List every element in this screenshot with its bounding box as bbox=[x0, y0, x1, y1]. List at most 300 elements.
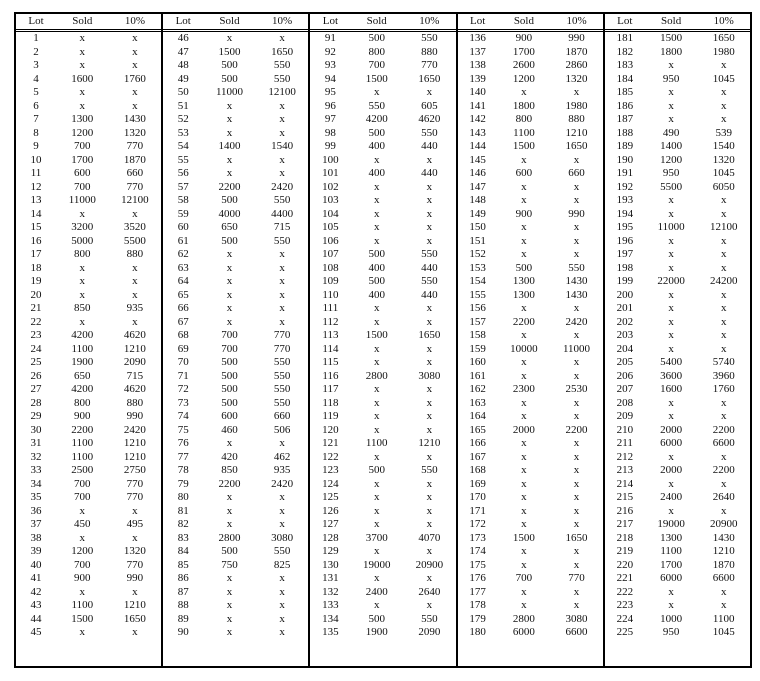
table-row bbox=[605, 140, 750, 154]
cell-sold: 1200 bbox=[512, 72, 535, 85]
cell-pct: 2200 bbox=[712, 464, 735, 477]
cell-lot: 154 bbox=[469, 275, 486, 288]
cell-lot: 211 bbox=[616, 437, 633, 450]
cell-sold: x bbox=[521, 153, 527, 166]
cell-pct: x bbox=[132, 99, 138, 112]
table-row bbox=[605, 289, 750, 303]
table-row bbox=[163, 181, 308, 195]
cell-pct: 6600 bbox=[565, 626, 588, 639]
cell-sold: 400 bbox=[368, 261, 385, 274]
table-row bbox=[163, 248, 308, 262]
cell-lot: 15 bbox=[30, 221, 42, 234]
cell-lot: 41 bbox=[30, 572, 42, 585]
cell-lot: 127 bbox=[322, 518, 339, 531]
cell-lot: 172 bbox=[469, 518, 486, 531]
cell-sold: 500 bbox=[221, 356, 238, 369]
cell-sold: x bbox=[668, 194, 674, 207]
cell-sold: 11000 bbox=[657, 221, 685, 234]
table-row bbox=[163, 586, 308, 600]
cell-lot: 45 bbox=[30, 626, 42, 639]
cell-lot: 129 bbox=[322, 545, 339, 558]
table-row bbox=[458, 140, 603, 154]
cell-lot: 11 bbox=[30, 167, 42, 180]
table-row bbox=[605, 545, 750, 559]
table-row bbox=[310, 383, 455, 397]
table-row bbox=[458, 410, 603, 424]
cell-sold: 19000 bbox=[362, 558, 391, 571]
cell-pct: x bbox=[720, 248, 727, 261]
cell-sold: 1500 bbox=[218, 45, 241, 58]
cell-lot: 208 bbox=[616, 396, 634, 409]
cell-pct: 1870 bbox=[712, 558, 735, 571]
table-row bbox=[605, 397, 750, 411]
cell-pct: x bbox=[132, 86, 138, 99]
cell-pct: 4070 bbox=[418, 531, 441, 544]
cell-lot: 148 bbox=[469, 194, 486, 207]
cell-sold: 400 bbox=[368, 167, 385, 180]
table-row bbox=[310, 59, 455, 73]
table-row bbox=[310, 46, 455, 60]
table-row bbox=[310, 262, 455, 276]
cell-lot: 153 bbox=[469, 261, 486, 274]
table-row bbox=[16, 316, 161, 330]
cell-sold: x bbox=[373, 207, 380, 220]
table-row bbox=[605, 599, 750, 613]
table-row bbox=[605, 532, 750, 546]
cell-pct: x bbox=[720, 450, 727, 463]
table-row bbox=[458, 235, 603, 249]
cell-lot: 140 bbox=[469, 86, 486, 99]
cell-lot: 123 bbox=[322, 464, 339, 477]
table-row bbox=[310, 127, 455, 141]
cell-pct: 1650 bbox=[123, 612, 146, 625]
cell-pct: 1430 bbox=[565, 288, 588, 301]
cell-sold: x bbox=[79, 45, 86, 58]
cell-lot: 69 bbox=[177, 342, 189, 355]
cell-pct: 2640 bbox=[712, 491, 735, 504]
cell-pct: 2640 bbox=[418, 585, 441, 598]
table-row bbox=[16, 424, 161, 438]
table-row bbox=[605, 370, 750, 384]
table-row bbox=[458, 491, 603, 505]
cell-pct: 1320 bbox=[712, 153, 735, 166]
cell-lot: 175 bbox=[469, 558, 486, 571]
table-row bbox=[605, 248, 750, 262]
cell-lot: 65 bbox=[177, 288, 189, 301]
cell-sold: 4200 bbox=[71, 383, 94, 396]
table-row bbox=[458, 208, 603, 222]
cell-lot: 171 bbox=[469, 504, 486, 517]
cell-lot: 48 bbox=[177, 59, 189, 72]
cell-lot: 201 bbox=[616, 302, 634, 315]
cell-pct: 12100 bbox=[121, 194, 149, 207]
cell-sold: x bbox=[668, 288, 674, 301]
cell-sold: x bbox=[79, 99, 86, 112]
cell-sold: x bbox=[79, 531, 86, 544]
cell-lot: 185 bbox=[616, 86, 634, 99]
cell-pct: x bbox=[279, 504, 285, 517]
cell-sold: 3600 bbox=[660, 369, 683, 382]
table-row bbox=[16, 572, 161, 586]
cell-pct: x bbox=[573, 558, 580, 571]
cell-lot: 145 bbox=[469, 153, 486, 166]
table-row bbox=[16, 275, 161, 289]
cell-pct: x bbox=[720, 315, 727, 328]
cell-pct: x bbox=[279, 585, 285, 598]
table-row bbox=[605, 518, 750, 532]
cell-pct: 550 bbox=[273, 72, 291, 85]
cell-lot: 75 bbox=[177, 423, 189, 436]
table-row bbox=[163, 356, 308, 370]
table-row bbox=[163, 194, 308, 208]
cell-pct: 550 bbox=[421, 275, 438, 288]
cell-pct: 770 bbox=[126, 558, 144, 571]
table-row bbox=[458, 613, 603, 627]
cell-sold: 650 bbox=[74, 369, 91, 382]
cell-pct: 770 bbox=[568, 572, 585, 585]
cell-lot: 122 bbox=[322, 450, 339, 463]
table-row bbox=[458, 505, 603, 519]
cell-sold: 400 bbox=[368, 140, 385, 153]
cell-sold: x bbox=[668, 342, 674, 355]
table-row bbox=[605, 235, 750, 249]
cell-pct: x bbox=[426, 180, 433, 193]
table-row bbox=[458, 100, 603, 114]
cell-sold: x bbox=[79, 626, 86, 639]
cell-sold: x bbox=[373, 383, 380, 396]
cell-sold: 450 bbox=[74, 518, 91, 531]
table-row bbox=[310, 518, 455, 532]
cell-sold: 420 bbox=[221, 450, 238, 463]
cell-sold: 1200 bbox=[71, 126, 94, 139]
table-row bbox=[163, 437, 308, 451]
cell-pct: x bbox=[720, 207, 727, 220]
cell-lot: 213 bbox=[616, 464, 634, 477]
cell-sold: x bbox=[668, 450, 674, 463]
cell-sold: 2200 bbox=[218, 477, 241, 490]
cell-pct: 20900 bbox=[709, 518, 738, 531]
cell-lot: 33 bbox=[30, 464, 42, 477]
table-row bbox=[16, 545, 161, 559]
cell-pct: 880 bbox=[126, 248, 144, 261]
cell-pct: x bbox=[573, 329, 580, 342]
cell-lot: 223 bbox=[616, 599, 634, 612]
table-row bbox=[310, 370, 455, 384]
cell-pct: 1650 bbox=[418, 72, 441, 85]
cell-lot: 182 bbox=[616, 45, 634, 58]
table-row bbox=[605, 613, 750, 627]
cell-lot: 178 bbox=[469, 599, 486, 612]
cell-sold: 4000 bbox=[218, 207, 241, 220]
header-sold: Sold bbox=[366, 15, 387, 27]
cell-pct: x bbox=[132, 626, 138, 639]
cell-pct: x bbox=[573, 410, 580, 423]
cell-sold: x bbox=[226, 315, 233, 328]
table-row bbox=[163, 208, 308, 222]
cell-lot: 202 bbox=[616, 315, 634, 328]
cell-pct: 990 bbox=[126, 572, 144, 585]
table-block bbox=[16, 14, 163, 666]
table-row bbox=[310, 626, 455, 640]
cell-sold: 850 bbox=[221, 464, 238, 477]
cell-sold: x bbox=[668, 113, 674, 126]
cell-lot: 137 bbox=[469, 45, 486, 58]
table-row bbox=[458, 59, 603, 73]
cell-lot: 66 bbox=[177, 302, 189, 315]
cell-pct: x bbox=[132, 288, 138, 301]
cell-pct: x bbox=[573, 194, 580, 207]
table-row bbox=[163, 154, 308, 168]
cell-lot: 16 bbox=[30, 234, 42, 247]
cell-lot: 224 bbox=[616, 612, 634, 625]
cell-pct: 1210 bbox=[712, 545, 735, 558]
cell-pct: 462 bbox=[273, 450, 291, 463]
cell-pct: 1760 bbox=[123, 72, 146, 85]
cell-pct: x bbox=[720, 113, 727, 126]
cell-pct: 1870 bbox=[565, 45, 588, 58]
cell-sold: 5500 bbox=[660, 180, 683, 193]
cell-pct: 12100 bbox=[709, 221, 738, 234]
cell-pct: 660 bbox=[126, 167, 144, 180]
cell-lot: 158 bbox=[469, 329, 486, 342]
cell-pct: x bbox=[720, 288, 727, 301]
cell-pct: 935 bbox=[126, 302, 144, 315]
cell-sold: x bbox=[373, 491, 380, 504]
cell-pct: 1650 bbox=[271, 45, 294, 58]
cell-lot: 222 bbox=[616, 585, 634, 598]
table-row bbox=[163, 262, 308, 276]
cell-pct: 770 bbox=[126, 477, 144, 490]
table-row bbox=[16, 32, 161, 46]
cell-pct: 550 bbox=[421, 612, 438, 625]
cell-pct: 715 bbox=[273, 221, 291, 234]
cell-pct: x bbox=[426, 315, 433, 328]
cell-pct: x bbox=[132, 315, 138, 328]
cell-pct: x bbox=[720, 261, 727, 274]
table-row bbox=[605, 208, 750, 222]
cell-lot: 196 bbox=[616, 234, 634, 247]
cell-pct: 1540 bbox=[712, 140, 735, 153]
table-row bbox=[163, 613, 308, 627]
cell-pct: 550 bbox=[273, 383, 291, 396]
cell-lot: 89 bbox=[177, 612, 189, 625]
header-sold: Sold bbox=[513, 15, 534, 27]
cell-pct: 1430 bbox=[123, 113, 146, 126]
cell-sold: 3700 bbox=[365, 531, 388, 544]
table-row bbox=[310, 275, 455, 289]
cell-lot: 39 bbox=[30, 545, 42, 558]
table-row bbox=[605, 262, 750, 276]
table-row bbox=[310, 491, 455, 505]
cell-pct: x bbox=[132, 275, 138, 288]
cell-lot: 103 bbox=[322, 194, 339, 207]
table-block bbox=[163, 14, 310, 666]
table-row bbox=[458, 464, 603, 478]
cell-pct: 2200 bbox=[565, 423, 588, 436]
cell-pct: x bbox=[573, 437, 580, 450]
table-row bbox=[16, 154, 161, 168]
cell-sold: 550 bbox=[368, 99, 385, 112]
table-row bbox=[163, 235, 308, 249]
cell-lot: 128 bbox=[322, 531, 339, 544]
cell-sold: x bbox=[373, 356, 380, 369]
cell-pct: x bbox=[573, 86, 580, 99]
cell-lot: 117 bbox=[322, 383, 339, 396]
table-row bbox=[310, 194, 455, 208]
table-row bbox=[16, 194, 161, 208]
table-row bbox=[16, 437, 161, 451]
cell-sold: 1500 bbox=[660, 32, 683, 45]
cell-pct: x bbox=[426, 491, 433, 504]
cell-sold: x bbox=[521, 194, 527, 207]
cell-sold: x bbox=[521, 329, 527, 342]
cell-pct: 1210 bbox=[123, 342, 146, 355]
cell-lot: 112 bbox=[322, 315, 339, 328]
table-row bbox=[310, 532, 455, 546]
cell-lot: 42 bbox=[30, 585, 42, 598]
cell-lot: 95 bbox=[324, 86, 336, 99]
table-row bbox=[16, 73, 161, 87]
cell-lot: 151 bbox=[469, 234, 486, 247]
cell-pct: x bbox=[279, 315, 285, 328]
cell-pct: x bbox=[573, 221, 580, 234]
cell-lot: 101 bbox=[322, 167, 339, 180]
table-row bbox=[163, 397, 308, 411]
cell-lot: 67 bbox=[177, 315, 189, 328]
cell-sold: 1800 bbox=[660, 45, 683, 58]
table-row bbox=[458, 437, 603, 451]
cell-sold: x bbox=[226, 248, 233, 261]
cell-pct: x bbox=[720, 302, 727, 315]
cell-lot: 6 bbox=[33, 99, 39, 112]
cell-pct: 660 bbox=[568, 167, 585, 180]
table-row bbox=[16, 221, 161, 235]
cell-lot: 2 bbox=[33, 45, 39, 58]
cell-sold: x bbox=[226, 302, 233, 315]
cell-pct: x bbox=[573, 491, 580, 504]
table-row bbox=[163, 478, 308, 492]
cell-sold: x bbox=[79, 32, 86, 45]
cell-sold: x bbox=[226, 126, 233, 139]
cell-pct: 3080 bbox=[565, 612, 588, 625]
cell-pct: x bbox=[426, 396, 433, 409]
table-row bbox=[163, 532, 308, 546]
cell-sold: 500 bbox=[221, 72, 238, 85]
table-row bbox=[310, 316, 455, 330]
cell-lot: 10 bbox=[30, 153, 42, 166]
cell-sold: 500 bbox=[221, 545, 238, 558]
cell-lot: 190 bbox=[616, 153, 634, 166]
table-row bbox=[458, 329, 603, 343]
cell-sold: x bbox=[668, 99, 674, 112]
table-row bbox=[310, 505, 455, 519]
cell-sold: 800 bbox=[515, 113, 533, 126]
cell-sold: x bbox=[668, 234, 674, 247]
cell-sold: 500 bbox=[515, 261, 533, 274]
table-row bbox=[16, 262, 161, 276]
cell-lot: 44 bbox=[30, 612, 42, 625]
cell-lot: 72 bbox=[177, 383, 189, 396]
cell-sold: x bbox=[521, 599, 527, 612]
table-row bbox=[16, 113, 161, 127]
cell-pct: x bbox=[279, 99, 285, 112]
table-row bbox=[163, 559, 308, 573]
table-row bbox=[458, 167, 603, 181]
cell-lot: 187 bbox=[616, 113, 634, 126]
cell-lot: 18 bbox=[30, 261, 42, 274]
cell-sold: x bbox=[226, 288, 233, 301]
cell-lot: 86 bbox=[177, 572, 189, 585]
cell-sold: 1500 bbox=[365, 329, 388, 342]
table-row bbox=[605, 275, 750, 289]
cell-lot: 199 bbox=[616, 275, 634, 288]
cell-pct: 770 bbox=[273, 329, 291, 342]
cell-lot: 37 bbox=[30, 518, 42, 531]
cell-sold: 650 bbox=[221, 221, 238, 234]
table-row bbox=[16, 140, 161, 154]
table-row bbox=[458, 86, 603, 100]
cell-lot: 81 bbox=[177, 504, 189, 517]
cell-pct: 770 bbox=[126, 140, 144, 153]
cell-lot: 220 bbox=[616, 558, 634, 571]
cell-lot: 93 bbox=[324, 59, 336, 72]
cell-sold: 1300 bbox=[512, 275, 535, 288]
cell-pct: x bbox=[720, 99, 727, 112]
cell-pct: 990 bbox=[126, 410, 144, 423]
cell-pct: x bbox=[279, 167, 285, 180]
cell-sold: 600 bbox=[515, 167, 533, 180]
cell-sold: 800 bbox=[74, 248, 91, 261]
cell-lot: 111 bbox=[322, 302, 339, 315]
cell-sold: 1300 bbox=[71, 113, 94, 126]
cell-pct: x bbox=[573, 369, 580, 382]
cell-lot: 165 bbox=[469, 423, 486, 436]
table-row bbox=[16, 464, 161, 478]
cell-lot: 120 bbox=[322, 423, 339, 436]
table-row bbox=[605, 586, 750, 600]
cell-lot: 83 bbox=[177, 531, 189, 544]
table-row bbox=[458, 154, 603, 168]
cell-lot: 5 bbox=[33, 86, 39, 99]
cell-sold: 1100 bbox=[365, 437, 388, 450]
cell-lot: 179 bbox=[469, 612, 486, 625]
cell-sold: x bbox=[373, 302, 380, 315]
cell-lot: 156 bbox=[469, 302, 486, 315]
cell-sold: 1000 bbox=[660, 612, 683, 625]
cell-pct: 440 bbox=[421, 288, 438, 301]
cell-pct: 550 bbox=[273, 356, 291, 369]
cell-sold: 6000 bbox=[512, 626, 535, 639]
table-header bbox=[605, 14, 750, 32]
cell-sold: x bbox=[521, 437, 527, 450]
cell-lot: 125 bbox=[322, 491, 339, 504]
cell-pct: x bbox=[720, 59, 727, 72]
cell-sold: x bbox=[373, 396, 380, 409]
cell-sold: 600 bbox=[221, 410, 238, 423]
cell-lot: 85 bbox=[177, 558, 189, 571]
table-row bbox=[310, 181, 455, 195]
table-row bbox=[310, 586, 455, 600]
cell-lot: 51 bbox=[177, 99, 189, 112]
table-row bbox=[310, 410, 455, 424]
cell-pct: x bbox=[426, 383, 433, 396]
cell-pct: 4620 bbox=[418, 113, 441, 126]
cell-sold: 19000 bbox=[657, 518, 685, 531]
cell-pct: 1100 bbox=[712, 612, 735, 625]
cell-pct: x bbox=[426, 423, 433, 436]
table-row bbox=[16, 451, 161, 465]
cell-lot: 181 bbox=[616, 32, 634, 45]
